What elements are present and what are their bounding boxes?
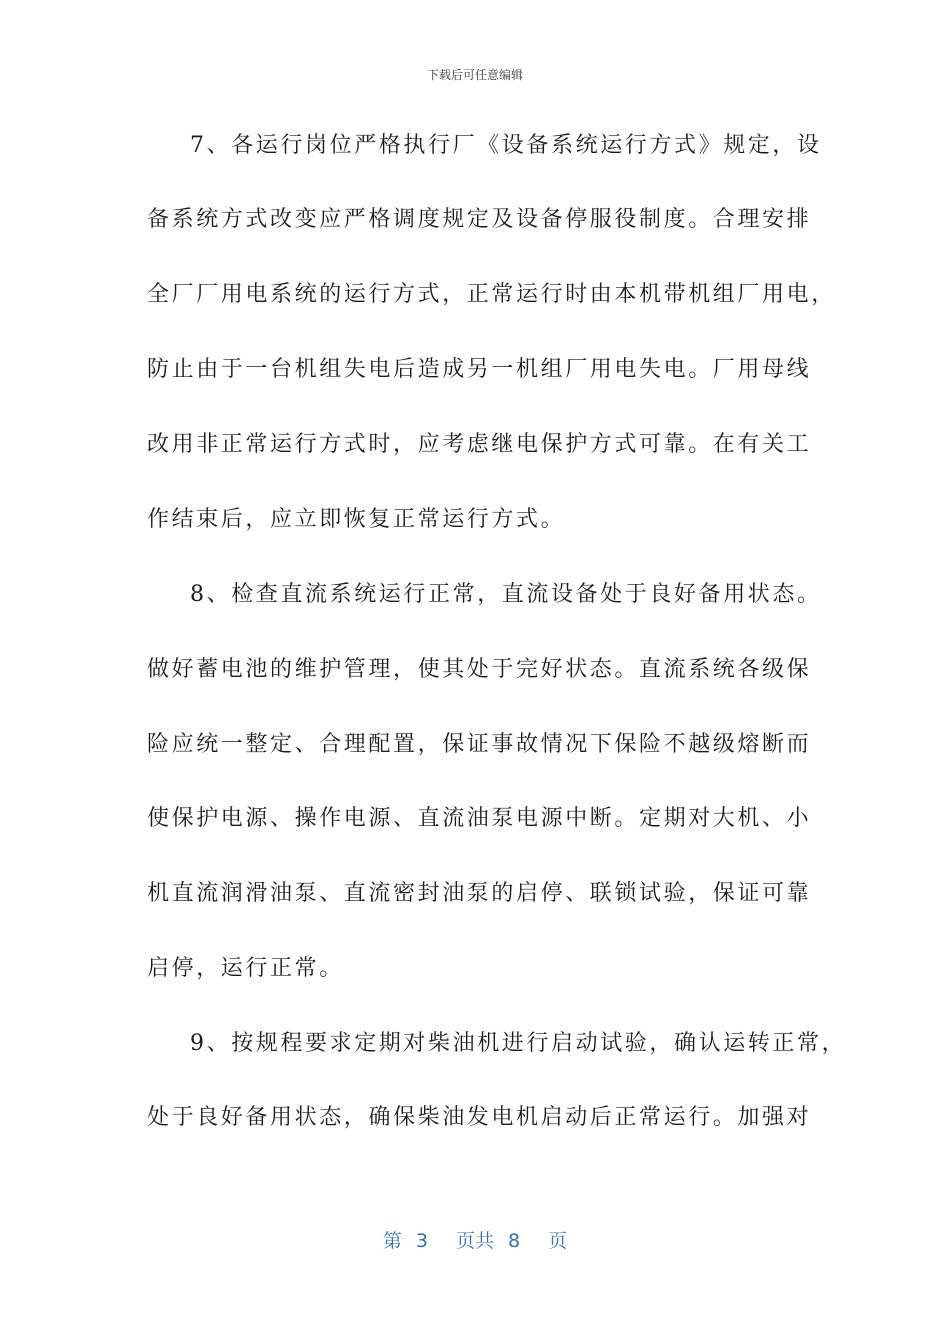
text-line: 8、检查直流系统运行正常，直流设备处于良好备用状态。: [190, 582, 822, 607]
page-number-footer: [0, 1226, 950, 1253]
page-prefix: 第: [382, 1230, 402, 1252]
text-line: 全厂厂用电系统的运行方式，正常运行时由本机带机组厂用电，: [147, 282, 836, 307]
text-line: 防止由于一台机组失电后造成另一机组厂用电失电。厂用母线: [147, 357, 812, 382]
text-line: 9、按规程要求定期对柴油机进行启动试验，确认运转正常，: [190, 1031, 847, 1056]
text-line: 处于良好备用状态，确保柴油发电机启动后正常运行。加强对: [147, 1105, 812, 1130]
text-line: 做好蓄电池的维护管理，使其处于完好状态。直流系统各级保: [147, 657, 812, 682]
text-line: 7、各运行岗位严格执行厂《设备系统运行方式》规定，设: [190, 133, 822, 158]
text-line: 启停，运行正常。: [147, 956, 344, 981]
page-current: 3: [415, 1230, 428, 1252]
page-header-note: 下载后可任意编辑: [426, 68, 523, 82]
text-line: 备系统方式改变应严格调度规定及设备停服役制度。合理安排: [147, 207, 812, 232]
text-line: 险应统一整定、合理配置，保证事故情况下保险不越级熔断而: [147, 732, 812, 757]
text-line: 机直流润滑油泵、直流密封油泵的启停、联锁试验，保证可靠: [147, 881, 812, 906]
page-suffix: 页: [548, 1230, 568, 1252]
page-mid: 页共: [455, 1230, 494, 1252]
text-line: 使保护电源、操作电源、直流油泵电源中断。定期对大机、小: [147, 806, 812, 831]
text-line: 作结束后，应立即恢复正常运行方式。: [147, 507, 566, 532]
page-total: 8: [508, 1230, 521, 1252]
text-line: 改用非正常运行方式时，应考虑继电保护方式可靠。在有关工: [147, 432, 812, 457]
